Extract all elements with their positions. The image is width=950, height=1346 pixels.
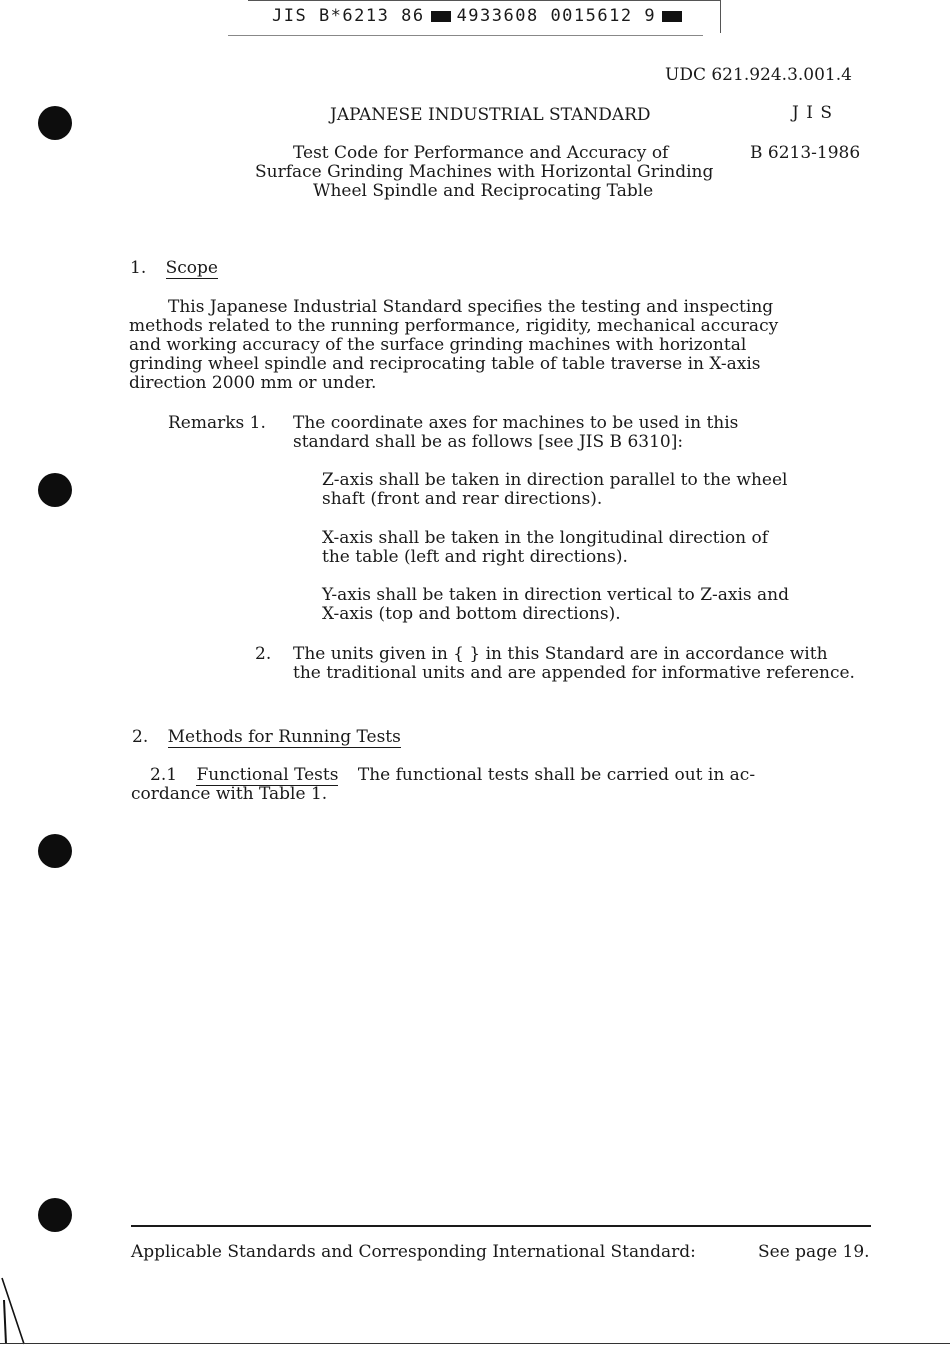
subsection-2-1-line-1 bbox=[150, 766, 755, 785]
binder-hole-icon bbox=[38, 1198, 72, 1232]
scope-body-line-4: grinding wheel spindle and reciprocating table of table traverse in X-axis bbox=[129, 354, 761, 374]
header-code bbox=[272, 6, 688, 26]
subsection-2-1-line-2: cordance with Table 1. bbox=[131, 784, 328, 804]
x-axis-line-2: the table (left and right directions). bbox=[322, 547, 628, 567]
title-line-3: Wheel Spindle and Reciprocating Table bbox=[313, 181, 654, 201]
title-line-1: Test Code for Performance and Accuracy of bbox=[293, 143, 669, 163]
barcode-block-icon bbox=[662, 11, 682, 22]
x-axis-line-1: X-axis shall be taken in the longitudinal direction of bbox=[322, 528, 769, 548]
udc-number: UDC 621.924.3.001.4 bbox=[665, 65, 852, 85]
y-axis-line-2: X-axis (top and bottom directions). bbox=[322, 604, 621, 624]
section-1-heading bbox=[130, 259, 218, 278]
section-2-heading bbox=[132, 728, 401, 747]
y-axis-line-1: Y-axis shall be taken in direction vertical to Z-axis and bbox=[322, 585, 790, 605]
title-line-2: Surface Grinding Machines with Horizontal Grinding bbox=[255, 162, 714, 182]
remark-1-line-2: standard shall be as follows [see JIS B 6310]: bbox=[293, 432, 684, 452]
scope-body-line-1: This Japanese Industrial Standard specifies the testing and inspecting bbox=[168, 297, 774, 317]
scan-corner-mark-icon bbox=[0, 1270, 40, 1346]
z-axis-line-1: Z-axis shall be taken in direction parallel to the wheel bbox=[322, 470, 788, 490]
section-1-number: 1. bbox=[130, 258, 147, 278]
z-axis-line-2: shaft (front and rear directions). bbox=[322, 489, 603, 509]
remark-2-line-1: The units given in { } in this Standard are in accordance with bbox=[293, 644, 828, 664]
binder-hole-icon bbox=[38, 106, 72, 140]
header-code-left: JIS B*6213 86 bbox=[272, 6, 425, 26]
section-1-title: Scope bbox=[165, 258, 218, 278]
header-code-right: 4933608 0015612 9 bbox=[456, 6, 657, 26]
footer-rule bbox=[131, 1225, 871, 1227]
footer-applicable-standards: Applicable Standards and Corresponding International Standard: bbox=[131, 1242, 696, 1262]
header-underline bbox=[228, 35, 703, 36]
scope-body-line-2: methods related to the running performance, rigidity, mechanical accuracy bbox=[129, 316, 779, 336]
footer-see-page: See page 19. bbox=[758, 1242, 870, 1262]
subsection-2-1-title: Functional Tests bbox=[196, 765, 339, 785]
standard-org: JAPANESE INDUSTRIAL STANDARD bbox=[330, 105, 651, 125]
section-2-title: Methods for Running Tests bbox=[167, 727, 401, 747]
remarks-label: Remarks 1. bbox=[168, 413, 266, 433]
binder-hole-icon bbox=[38, 834, 72, 868]
standard-mark: J I S bbox=[792, 103, 833, 123]
subsection-2-1-text: The functional tests shall be carried out in ac- bbox=[357, 765, 756, 785]
subsection-2-1-number: 2.1 bbox=[150, 765, 178, 785]
scope-body-line-3: and working accuracy of the surface grinding machines with horizontal bbox=[129, 335, 747, 355]
barcode-block-icon bbox=[431, 11, 451, 22]
page-bottom-edge bbox=[0, 1343, 950, 1344]
remark-2-line-2: the traditional units and are appended for informative reference. bbox=[293, 663, 855, 683]
scope-body-line-5: direction 2000 mm or under. bbox=[129, 373, 377, 393]
section-2-number: 2. bbox=[132, 727, 149, 747]
remark-2-number: 2. bbox=[255, 644, 272, 664]
binder-hole-icon bbox=[38, 473, 72, 507]
remark-1-line-1: The coordinate axes for machines to be used in this bbox=[293, 413, 739, 433]
standard-number: B 6213-1986 bbox=[750, 143, 861, 163]
